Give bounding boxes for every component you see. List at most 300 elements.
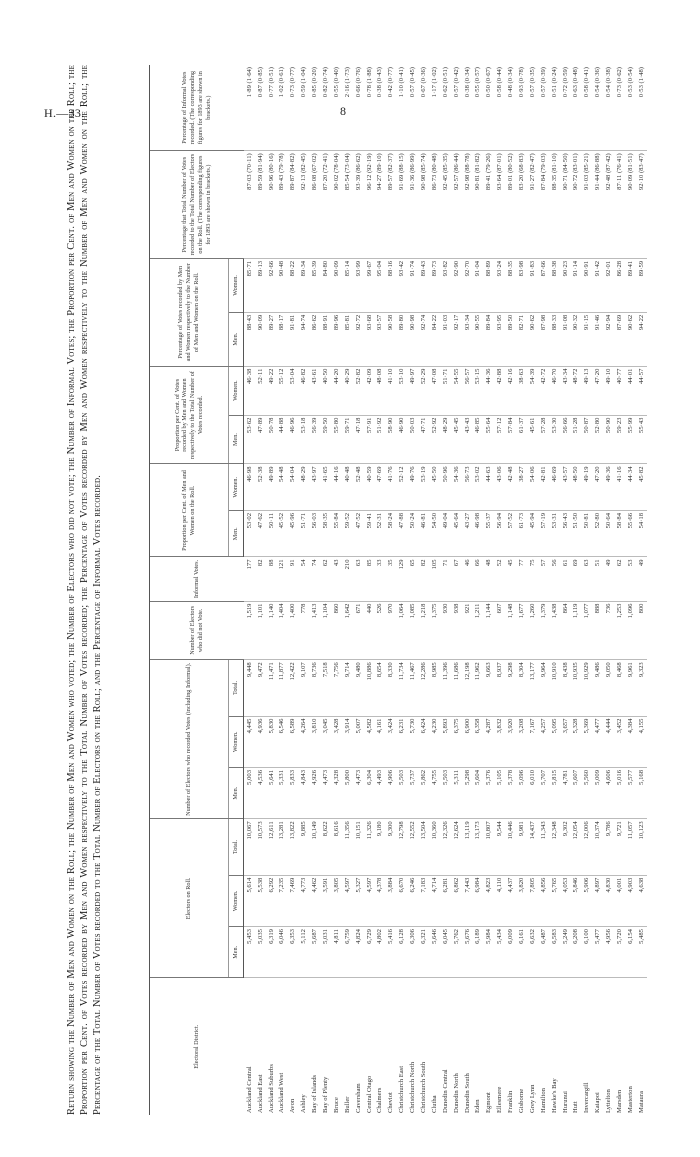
cell-electors-total: 8,616 — [331, 819, 342, 875]
cell-votes-pct-men: 50·03 — [407, 415, 418, 464]
cell-district: Bay of Islands — [311, 1074, 319, 1113]
cell-votes-to-roll-women: 89·34 — [298, 258, 309, 312]
cell-informal: 67 — [451, 557, 462, 601]
cell-informal-pct: 0·87 (0·85) — [255, 65, 266, 151]
cell-votes-pct-women: 46·70 — [549, 366, 560, 415]
cell-votes-to-roll-women: 88·35 — [505, 258, 516, 312]
cell-voted-men: 5,560 — [582, 767, 593, 818]
cell-votes-pct-women: 52·29 — [418, 366, 429, 415]
cell-voted-total: 12,198 — [462, 660, 473, 716]
cell-roll-pct-men: 55·37 — [484, 511, 495, 557]
cell-votes-to-roll-men: 86·62 — [309, 312, 320, 366]
cell-votes-pct-men: 53·62 — [244, 415, 255, 464]
cell-votes-to-roll-men: 89·80 — [396, 312, 407, 366]
cell-voted-total: 8,304 — [516, 660, 527, 716]
cell-informal: 91 — [288, 557, 299, 601]
cell-votes-to-roll-men: 92·72 — [353, 312, 364, 366]
cell-informal: 77 — [516, 557, 527, 601]
cell-roll-pct-men: 58·35 — [320, 511, 331, 557]
cell-votes-pct-women: 44·01 — [625, 366, 636, 415]
cell-electors-women: 4,638 — [636, 875, 647, 926]
cell-votes-to-roll-women: 92·01 — [603, 258, 614, 312]
cell-informal-pct: 0·73 (0·62) — [614, 65, 625, 151]
cell-voted-women: 6,375 — [451, 716, 462, 767]
cell-electors-women: 7,183 — [418, 875, 429, 926]
table-row — [451, 65, 462, 1115]
cell-did-not-vote: 1,140 — [266, 601, 277, 660]
cell-total-pct: 91·69 (88·15) — [396, 151, 407, 259]
cell-district: Hutt — [572, 1101, 580, 1113]
cell-did-not-vote: 671 — [353, 601, 364, 660]
table-row — [462, 65, 473, 1115]
cell-votes-pct-women: 38·63 — [516, 366, 527, 415]
cell-electors-women: 7,235 — [277, 875, 288, 926]
cell-votes-pct-men: 44·88 — [277, 415, 288, 464]
table-row — [418, 65, 429, 1115]
cell-roll-pct-men: 57·52 — [505, 511, 516, 557]
cell-district: Ashley — [300, 1094, 308, 1113]
cell-voted-women: 5,830 — [266, 716, 277, 767]
cell-electors-total: 13,281 — [277, 819, 288, 875]
cell-voted-total: 12,422 — [288, 660, 299, 716]
cell-voted-total: 9,472 — [255, 660, 266, 716]
cell-roll-pct-women: 54·48 — [277, 464, 288, 511]
cell-electors-total: 9,302 — [560, 819, 571, 875]
table-row — [320, 65, 331, 1115]
cell-voted-women: 3,452 — [614, 716, 625, 767]
cell-informal: 66 — [473, 557, 484, 601]
cell-votes-to-roll-women: 88·16 — [386, 258, 397, 312]
table-row — [440, 65, 451, 1115]
cell-total-pct: 92·48 (87·42) — [603, 151, 614, 259]
cell-roll-pct-women: 53·19 — [418, 464, 429, 511]
cell-electors-women: 5,327 — [353, 875, 364, 926]
cell-electors-total: 9,786 — [603, 819, 614, 875]
cell-votes-pct-women: 47·20 — [593, 366, 604, 415]
cell-votes-pct-men: 51·28 — [571, 415, 582, 464]
cell-votes-pct-men: 53·30 — [549, 415, 560, 464]
cell-did-not-vote: 921 — [462, 601, 473, 660]
cell-electors-women: 4,856 — [538, 875, 549, 926]
cell-voted-women: 3,810 — [309, 716, 320, 767]
cell-electors-men: 6,632 — [527, 927, 538, 978]
cell-votes-pct-men: 52·92 — [429, 415, 440, 464]
cell-electors-men: 6,353 — [288, 927, 299, 978]
cell-electors-men: 4,956 — [603, 927, 614, 978]
cell-voted-total: 8,736 — [309, 660, 320, 716]
cell-roll-pct-women: 45·50 — [429, 464, 440, 511]
table-row — [407, 65, 418, 1115]
cell-electors-total: 8,622 — [320, 819, 331, 875]
cell-voted-total: 9,480 — [353, 660, 364, 716]
cell-district: Bay of Plenty — [321, 1076, 329, 1113]
cell-informal: 54 — [298, 557, 309, 601]
cell-electors-total: 12,348 — [549, 819, 560, 875]
cell-votes-to-roll-women: 84·80 — [320, 258, 331, 312]
cell-voted-men: 5,009 — [593, 767, 604, 818]
cell-informal-pct: 0·78 (1·88) — [364, 65, 375, 151]
cell-district: Hamilton — [539, 1088, 547, 1113]
cell-electors-men: 6,009 — [505, 927, 516, 978]
cell-informal: 49 — [603, 557, 614, 601]
cell-votes-pct-women: 53·04 — [288, 366, 299, 415]
cell-did-not-vote: 607 — [494, 601, 505, 660]
title-line: the Number of Informal Votes; the Proportion per Cent. of Men and Women on the Roll; the Proportion per Cent. of Votes recorded by Men — [66, 65, 90, 1115]
cell-electors-men: 5,676 — [462, 927, 473, 978]
table-row — [266, 65, 277, 1115]
cell-voted-women: 4,384 — [625, 716, 636, 767]
cell-district: Mataura — [637, 1091, 645, 1113]
cell-total-pct: 90·72 (83·01) — [571, 151, 582, 259]
cell-electors-total: 12,798 — [396, 819, 407, 875]
cell-roll-pct-men: 51·50 — [571, 511, 582, 557]
cell-did-not-vote: 1,519 — [244, 601, 255, 660]
cell-electors-total: 10,807 — [484, 819, 495, 875]
cell-voted-total: 11,396 — [440, 660, 451, 716]
cell-district: Dunedin North — [452, 1073, 460, 1113]
cell-electors-men: 6,046 — [277, 927, 288, 978]
table-row — [288, 65, 299, 1115]
cell-electors-total: 14,437 — [527, 819, 538, 875]
cell-informal: 56 — [549, 557, 560, 601]
cell-votes-to-roll-men: 94·22 — [636, 312, 647, 366]
cell-district: Marsden — [616, 1089, 624, 1113]
subheader-women: Women. — [229, 716, 244, 767]
table-body — [244, 65, 647, 1115]
cell-did-not-vote: 1,085 — [407, 601, 418, 660]
cell-votes-to-roll-men: 94·74 — [298, 312, 309, 366]
cell-votes-to-roll-men: 91·15 — [582, 312, 593, 366]
table-row — [527, 65, 538, 1115]
cell-total-pct: 89·41 (79·26) — [484, 151, 495, 259]
cell-votes-to-roll-men: 91·46 — [593, 312, 604, 366]
cell-informal: 57 — [538, 557, 549, 601]
cell-roll-pct-men: 52·31 — [375, 511, 386, 557]
cell-votes-to-roll-women: 92·70 — [462, 258, 473, 312]
cell-votes-pct-men: 47·18 — [353, 415, 364, 464]
cell-electors-total: 12,054 — [571, 819, 582, 875]
cell-electors-men: 6,208 — [571, 927, 582, 978]
cell-electors-women: 5,846 — [571, 875, 582, 926]
cell-informal: 51 — [593, 557, 604, 601]
cell-total-pct: 87·11 (76·41) — [614, 151, 625, 259]
cell-district: Caversham — [354, 1083, 362, 1113]
cell-voted-women: 4,582 — [364, 716, 375, 767]
cell-voted-total: 10,886 — [364, 660, 375, 716]
table-row — [636, 65, 647, 1115]
table-row — [549, 65, 560, 1115]
cell-electors-total: 10,374 — [593, 819, 604, 875]
cell-district: Invercargill — [583, 1082, 591, 1113]
cell-district: Buller — [343, 1096, 351, 1113]
cell-votes-pct-men: 55·99 — [625, 415, 636, 464]
cell-voted-total: 11,686 — [451, 660, 462, 716]
cell-electors-men: 5,477 — [593, 927, 604, 978]
cell-roll-pct-women: 46·69 — [549, 464, 560, 511]
cell-votes-pct-women: 43·34 — [560, 366, 571, 415]
cell-voted-women: 6,424 — [418, 716, 429, 767]
cell-did-not-vote: 1,096 — [625, 601, 636, 660]
cell-voted-women: 5,893 — [440, 716, 451, 767]
cell-informal-pct: 0·57 (0·42) — [451, 65, 462, 151]
cell-voted-women: 3,208 — [516, 716, 527, 767]
cell-voted-women: 3,920 — [505, 716, 516, 767]
cell-voted-women: 4,230 — [429, 716, 440, 767]
cell-did-not-vote: 1,253 — [614, 601, 625, 660]
cell-votes-to-roll-men: 89·84 — [484, 312, 495, 366]
document-reference: H.—33. — [44, 106, 85, 120]
cell-voted-men: 5,376 — [484, 767, 495, 818]
cell-voted-total: 9,050 — [603, 660, 614, 716]
cell-votes-pct-women: 42·09 — [364, 366, 375, 415]
cell-electors-total: 10,149 — [309, 819, 320, 875]
cell-district: Cheviot — [387, 1092, 395, 1113]
cell-informal: 82 — [255, 557, 266, 601]
cell-voted-total: 8,330 — [386, 660, 397, 716]
cell-votes-to-roll-women: 89·59 — [636, 258, 647, 312]
cell-informal: 63 — [582, 557, 593, 601]
rotated-table-sheet — [65, 65, 655, 1115]
cell-informal: 85 — [364, 557, 375, 601]
cell-votes-pct-women: 52·82 — [353, 366, 364, 415]
cell-votes-to-roll-men: 88·91 — [320, 312, 331, 366]
cell-total-pct: 92·45 (85·35) — [440, 151, 451, 259]
cell-votes-pct-women: 48·08 — [375, 366, 386, 415]
cell-voted-men: 4,328 — [331, 767, 342, 818]
cell-voted-women: 4,161 — [375, 716, 386, 767]
cell-district: Egmont — [485, 1092, 493, 1113]
cell-district: Masterton — [626, 1086, 634, 1113]
cell-total-pct: 87·20 (72·41) — [320, 151, 331, 259]
cell-informal: 62 — [320, 557, 331, 601]
header-percentage-total: Percentage that Total Number of Votes recorded to the Total Number of Electors on the Roll. (The corresponding figures for 1893 are shown in brackets.) — [150, 151, 244, 259]
cell-roll-pct-men: 55·66 — [625, 511, 636, 557]
cell-votes-pct-women: 44·57 — [636, 366, 647, 415]
cell-roll-pct-men: 49·04 — [440, 511, 451, 557]
cell-informal-pct: 0·57 (0·35) — [527, 65, 538, 151]
cell-electors-men: 6,128 — [396, 927, 407, 978]
cell-votes-pct-men: 46·85 — [473, 415, 484, 464]
cell-electors-men: 4,802 — [375, 927, 386, 978]
cell-votes-to-roll-men: 92·94 — [603, 312, 614, 366]
cell-district: Grey Lynn — [528, 1084, 536, 1113]
cell-voted-women: 3,657 — [560, 716, 571, 767]
cell-total-pct: 92·10 (83·47) — [636, 151, 647, 259]
cell-roll-pct-women: 48·29 — [298, 464, 309, 511]
cell-informal-pct: 0·38 (0·43) — [375, 65, 386, 151]
table-row — [375, 65, 386, 1115]
cell-informal: 61 — [560, 557, 571, 601]
cell-informal-pct: 0·48 (0·34) — [505, 65, 516, 151]
cell-electors-women: 4,053 — [560, 875, 571, 926]
subheader-women: Women. — [229, 366, 244, 415]
cell-electors-men: 5,687 — [309, 927, 320, 978]
cell-district: Chalmers — [376, 1087, 384, 1113]
cell-votes-to-roll-men: 89·27 — [266, 312, 277, 366]
cell-voted-men: 5,503 — [396, 767, 407, 818]
cell-electors-women: 3,820 — [516, 875, 527, 926]
cell-votes-to-roll-women: 93·42 — [396, 258, 407, 312]
cell-voted-men: 5,862 — [418, 767, 429, 818]
cell-electors-total: 11,326 — [364, 819, 375, 875]
cell-voted-total: 9,663 — [484, 660, 495, 716]
cell-votes-to-roll-men: 89·96 — [331, 312, 342, 366]
cell-roll-pct-women: 54·06 — [527, 464, 538, 511]
cell-electors-total: 12,006 — [582, 819, 593, 875]
cell-roll-pct-women: 49·36 — [603, 464, 614, 511]
table-row — [494, 65, 505, 1115]
cell-votes-pct-men: 55·43 — [636, 415, 647, 464]
cell-electors-women: 4,001 — [614, 875, 625, 926]
cell-informal: 177 — [244, 557, 255, 601]
cell-voted-total: 12,286 — [418, 660, 429, 716]
table-row — [364, 65, 375, 1115]
cell-did-not-vote: 1,148 — [505, 601, 516, 660]
cell-electors-men: 5,720 — [614, 927, 625, 978]
cell-votes-pct-men: 51·92 — [375, 415, 386, 464]
cell-informal: 65 — [407, 557, 418, 601]
cell-did-not-vote: 1,413 — [309, 601, 320, 660]
cell-roll-pct-women: 44·34 — [625, 464, 636, 511]
subheader-women: Women. — [229, 258, 244, 312]
subheader-men: Men. — [229, 312, 244, 366]
cell-votes-to-roll-women: 86·28 — [614, 258, 625, 312]
cell-informal: 121 — [277, 557, 288, 601]
cell-votes-to-roll-men: 88·33 — [549, 312, 560, 366]
cell-electors-women: 4,462 — [309, 875, 320, 926]
cell-voted-total: 9,714 — [342, 660, 353, 716]
header-percentage-informal: Percentage of Informal Votes recorded. (The corresponding figures for 1893 are shown in brackets.) — [150, 65, 244, 151]
cell-electors-women: 5,614 — [244, 875, 255, 926]
cell-did-not-vote: 1,260 — [527, 601, 538, 660]
cell-votes-to-roll-men: 92·17 — [451, 312, 462, 366]
cell-votes-pct-women: 49·22 — [266, 366, 277, 415]
table-row — [516, 65, 527, 1115]
cell-votes-pct-women: 44·20 — [331, 366, 342, 415]
cell-votes-to-roll-women: 89·41 — [625, 258, 636, 312]
cell-voted-women: 4,155 — [636, 716, 647, 767]
cell-votes-to-roll-men: 85·81 — [342, 312, 353, 366]
cell-total-pct: 90·96 (80·16) — [266, 151, 277, 259]
table-row — [298, 65, 309, 1115]
cell-votes-to-roll-women: 91·04 — [473, 258, 484, 312]
cell-votes-pct-men: 47·71 — [418, 415, 429, 464]
cell-district: Dunedin Central — [441, 1069, 449, 1113]
cell-did-not-vote: 1,400 — [288, 601, 299, 660]
cell-voted-men: 4,926 — [309, 767, 320, 818]
cell-votes-pct-men: 45·61 — [527, 415, 538, 464]
cell-total-pct: 90·81 (81·82) — [473, 151, 484, 259]
cell-total-pct: 87·03 (70·11) — [244, 151, 255, 259]
cell-district: Lyttelton — [605, 1089, 613, 1113]
cell-electors-men: 5,112 — [298, 927, 309, 978]
subheader-men: Men. — [229, 511, 244, 557]
cell-total-pct: 89·59 (81·94) — [255, 151, 266, 259]
table-row — [625, 65, 636, 1115]
cell-voted-women: 3,832 — [494, 716, 505, 767]
cell-votes-to-roll-men: 90·98 — [407, 312, 418, 366]
cell-did-not-vote: 526 — [375, 601, 386, 660]
cell-electors-women: 4,597 — [342, 875, 353, 926]
cell-votes-pct-men: 45·45 — [451, 415, 462, 464]
cell-voted-total: 8,654 — [375, 660, 386, 716]
cell-roll-pct-men: 43·27 — [462, 511, 473, 557]
cell-votes-to-roll-women: 88·22 — [288, 258, 299, 312]
cell-voted-women: 3,424 — [386, 716, 397, 767]
cell-voted-total: 11,467 — [407, 660, 418, 716]
cell-voted-men: 5,003 — [244, 767, 255, 818]
cell-informal: 52 — [494, 557, 505, 601]
cell-total-pct: 90·71 (84·50) — [560, 151, 571, 259]
cell-electors-men: 6,045 — [440, 927, 451, 978]
cell-votes-to-roll-men: 87·69 — [614, 312, 625, 366]
cell-roll-pct-men: 58·84 — [614, 511, 625, 557]
cell-roll-pct-men: 52·80 — [593, 511, 604, 557]
subheader-total: Total. — [229, 660, 244, 716]
cell-voted-men: 5,311 — [451, 767, 462, 818]
cell-votes-pct-women: 42·72 — [538, 366, 549, 415]
cell-voted-men: 5,800 — [342, 767, 353, 818]
cell-informal-pct: 0·53 (1·48) — [636, 65, 647, 151]
cell-votes-pct-men: 59·71 — [342, 415, 353, 464]
cell-voted-women: 3,914 — [342, 716, 353, 767]
subheader-women: Women. — [229, 875, 244, 926]
table-row — [244, 65, 255, 1115]
table-row — [255, 65, 266, 1115]
cell-did-not-vote: 1,104 — [320, 601, 331, 660]
cell-district: Hurunui — [561, 1091, 569, 1113]
cell-electors-total: 13,173 — [473, 819, 484, 875]
cell-roll-pct-women: 44·16 — [331, 464, 342, 511]
cell-electors-total: 11,343 — [538, 819, 549, 875]
cell-voted-men: 4,755 — [429, 767, 440, 818]
cell-votes-pct-men: 55·64 — [484, 415, 495, 464]
cell-electors-total: 12,552 — [407, 819, 418, 875]
cell-votes-to-roll-women: 99·67 — [364, 258, 375, 312]
cell-informal-pct: 0·42 (0·77) — [386, 65, 397, 151]
cell-informal-pct: 0·50 (0·67) — [484, 65, 495, 151]
cell-voted-men: 4,781 — [560, 767, 571, 818]
cell-did-not-vote: 1,379 — [538, 601, 549, 660]
cell-roll-pct-men: 46·98 — [473, 511, 484, 557]
cell-electors-men: 6,306 — [407, 927, 418, 978]
cell-electors-total: 9,885 — [298, 819, 309, 875]
cell-electors-men: 4,824 — [353, 927, 364, 978]
cell-electors-women: 5,538 — [255, 875, 266, 926]
cell-electors-men: 5,416 — [386, 927, 397, 978]
cell-votes-to-roll-men: 89·50 — [505, 312, 516, 366]
cell-roll-pct-women: 48·50 — [571, 464, 582, 511]
cell-roll-pct-men: 45·96 — [288, 511, 299, 557]
cell-votes-to-roll-men: 91·81 — [288, 312, 299, 366]
cell-roll-pct-women: 54·04 — [288, 464, 299, 511]
cell-votes-to-roll-men: 90·62 — [625, 312, 636, 366]
cell-votes-to-roll-women: 92·90 — [451, 258, 462, 312]
cell-roll-pct-men: 55·84 — [331, 511, 342, 557]
cell-votes-pct-women: 41·10 — [386, 366, 397, 415]
cell-informal-pct: 0·93 (0·78) — [516, 65, 527, 151]
cell-informal-pct: 0·73 (0·77) — [288, 65, 299, 151]
cell-total-pct: 86·08 (67·02) — [309, 151, 320, 259]
cell-informal: 88 — [266, 557, 277, 601]
cell-district: Christchurch South — [420, 1061, 427, 1113]
cell-total-pct: 91·27 (82·47) — [527, 151, 538, 259]
cell-voted-men: 5,737 — [407, 767, 418, 818]
cell-informal-pct: 0·53 (0·54) — [625, 65, 636, 151]
cell-votes-to-roll-men: 87·98 — [538, 312, 549, 366]
cell-votes-pct-men: 61·37 — [516, 415, 527, 464]
cell-voted-men: 5,016 — [614, 767, 625, 818]
